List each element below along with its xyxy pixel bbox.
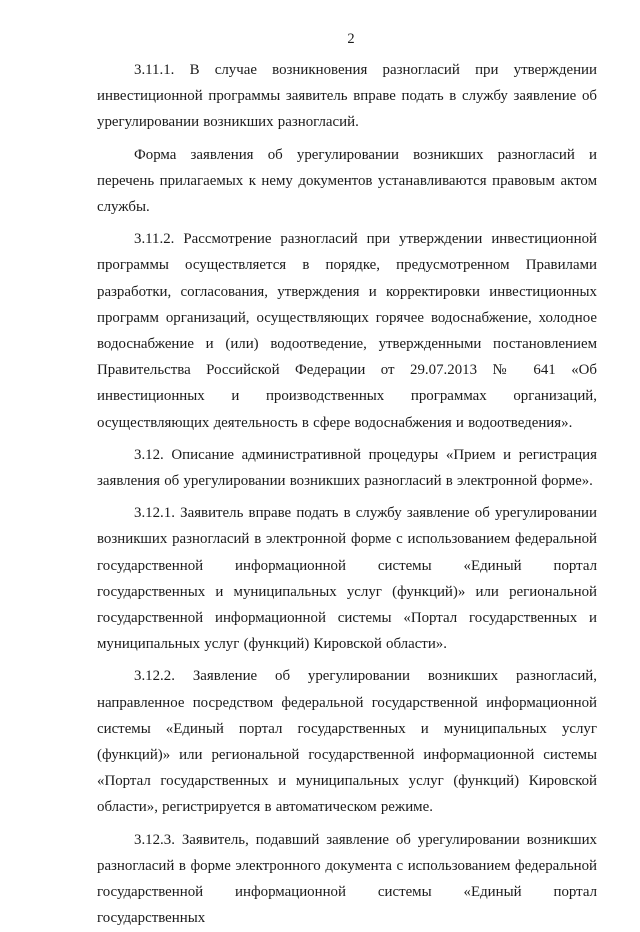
- paragraph-3-12-2: 3.12.2. Заявление об урегулировании возникших разногласий, направленное посредством федеральной государственной информационной системы «Единый портал государственных и муниципальных услуг (функций)» или региональной государственной информационной системы «Портал государственных и муниципальных услуг (функций) Кировской области», регистрируется в автоматическом режиме.: [97, 668, 597, 816]
- paragraph-application-form: Форма заявления об урегулировании возникших разногласий и перечень прилагаемых к нему документов устанавливаются правовым актом службы.: [97, 146, 597, 216]
- paragraph-3-11-2: 3.11.2. Рассмотрение разногласий при утверждении инвестиционной программы осуществляется в порядке, предусмотренном Правилами разработки, согласования, утверждения и корректировки инвестиционных программ организаций, осуществляющих горячее водоснабжение, холодное водоснабжение и (или) водоотведение, утвержденными постановлением Правительства Российской Федерации от 29.07.2013 № 641 «Об инвестиционных и производственных программах организаций, осуществляющих деятельность в сфере водоснабжения и водоотведения».: [97, 231, 597, 431]
- paragraph-3-11-1: 3.11.1. В случае возникновения разногласий при утверждении инвестиционной программы заявитель вправе подать в службу заявление об урегулировании возникших разногласий.: [97, 62, 597, 131]
- page-number: 2: [347, 31, 355, 47]
- paragraph-3-12: 3.12. Описание административной процедуры «Прием и регистрация заявления об урегулировании возникших разногласий в электронной форме».: [97, 446, 597, 490]
- paragraph-3-12-3: 3.12.3. Заявитель, подавший заявление об урегулировании возникших разногласий в форме электронного документа с использованием федеральной государственной информационной системы «Единый портал государственных: [97, 831, 597, 927]
- paragraph-3-12-1: 3.12.1. Заявитель вправе подать в службу заявление об урегулировании возникших разногласий в электронной форме с использованием федеральной государственной информационной системы «Единый портал государственных и муниципальных услуг (функций)» или региональной государственной информационной системы «Портал государственных и муниципальных услуг (функций) Кировской области».: [97, 505, 597, 653]
- document-page: [97, 29, 597, 932]
